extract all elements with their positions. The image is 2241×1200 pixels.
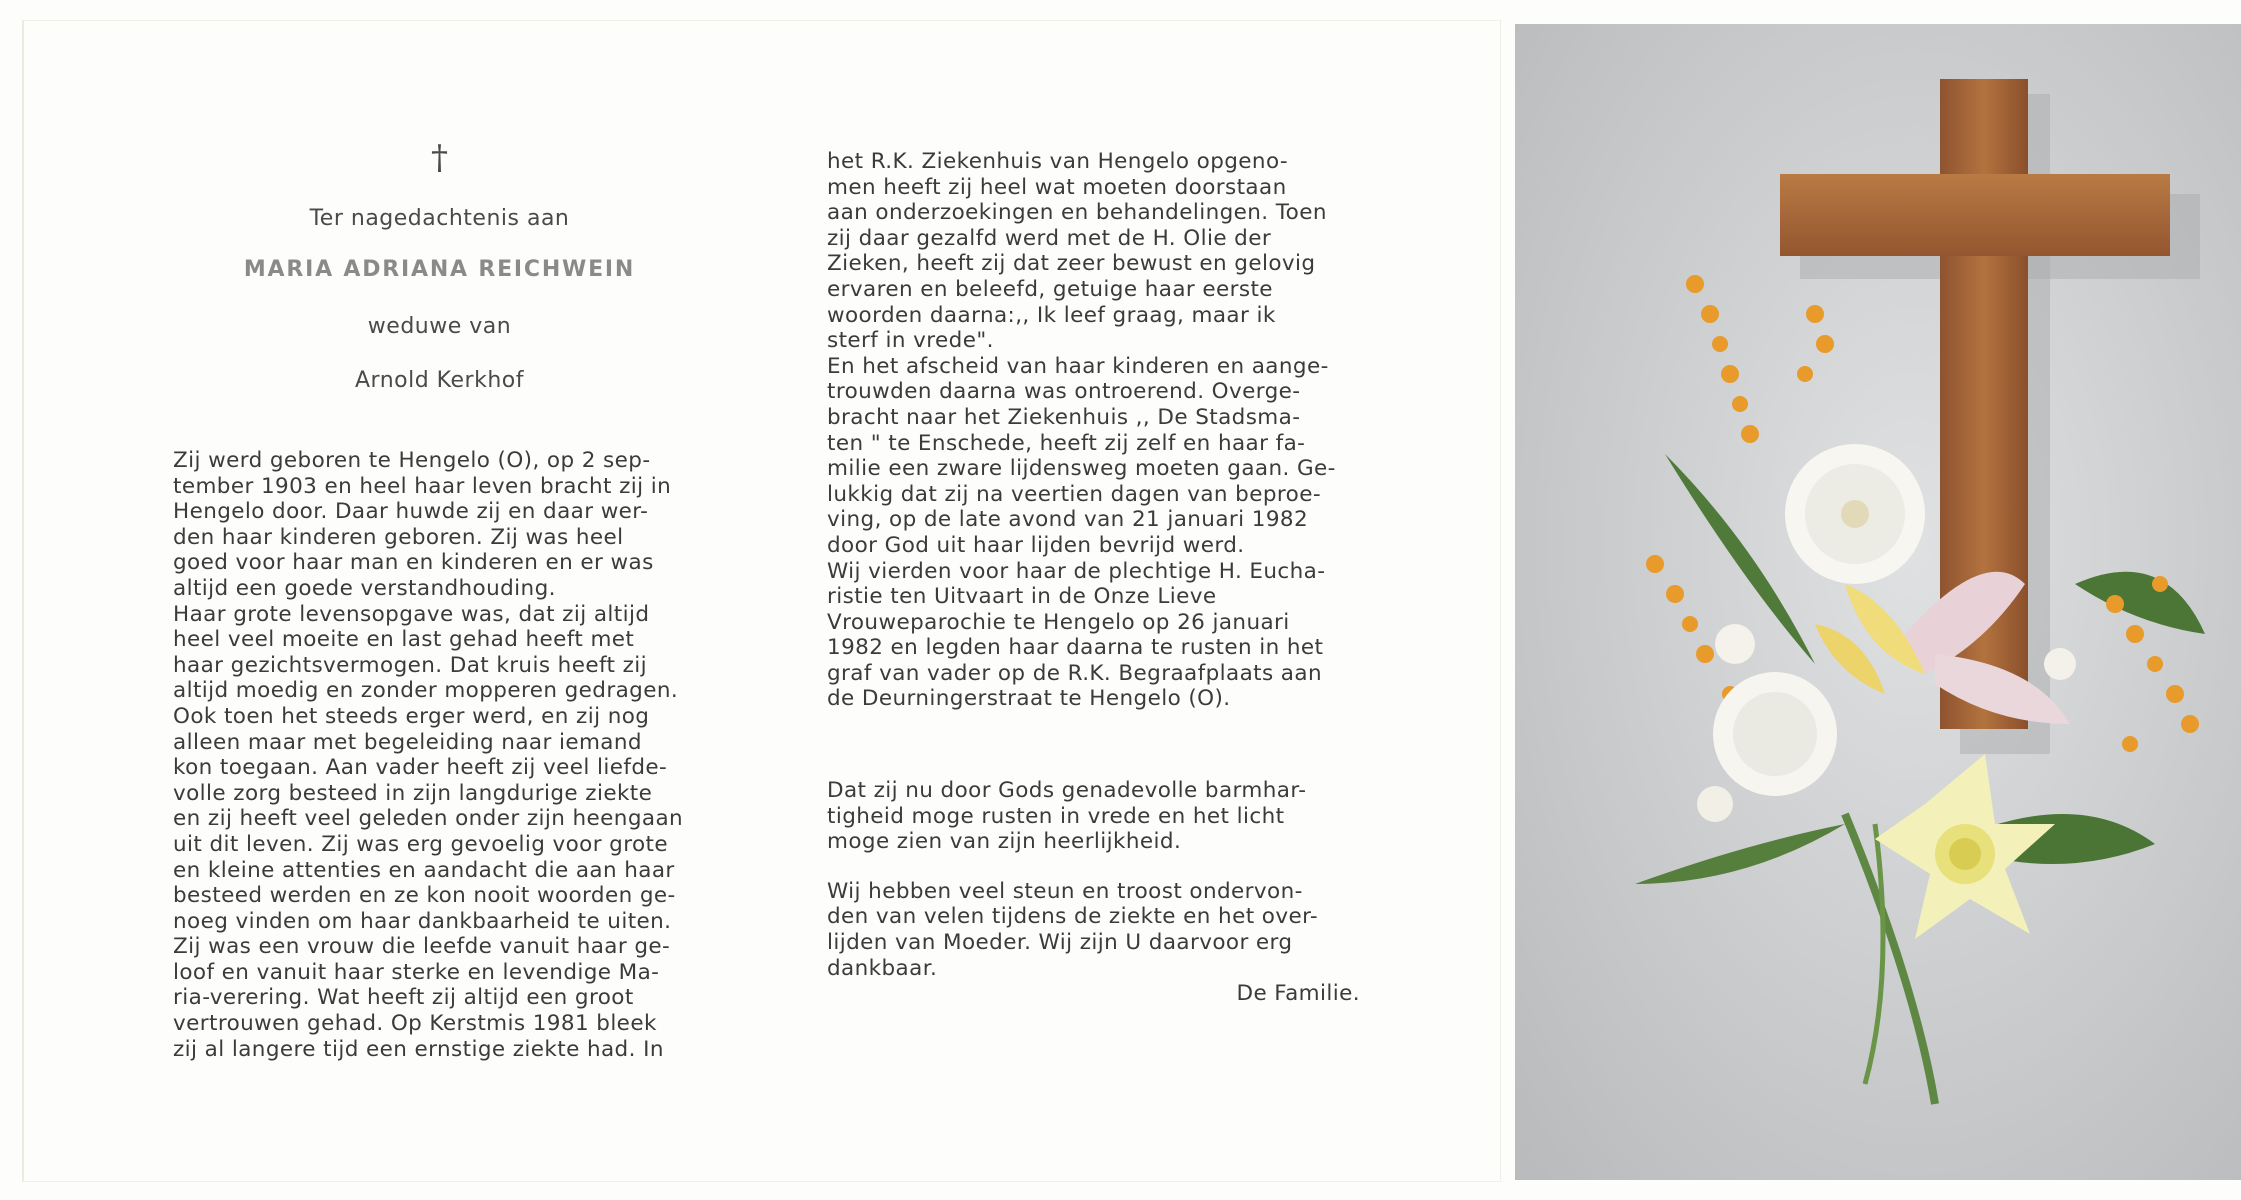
text-line: tember 1903 en heel haar leven bracht zij in: [173, 473, 672, 499]
husband-name: Arnold Kerkhof: [355, 368, 524, 393]
text-line: sterf in vrede".: [827, 328, 994, 354]
text-line: Zij werd geboren te Hengelo (O), op 2 sep-: [173, 448, 651, 473]
text-line: zij daar gezalfd werd met de H. Olie der: [827, 225, 1272, 251]
text-line: en kleine attenties en aandacht die aan haar: [173, 857, 675, 883]
text-line: goed voor haar man en kinderen en er was: [173, 550, 654, 576]
cross-with-flowers-icon: [1515, 24, 2241, 1180]
text-line: Wij vierden voor haar de plechtige H. Eucha-: [827, 558, 1326, 584]
cross-symbol: †: [431, 138, 448, 178]
family-signature: De Familie.: [1236, 981, 1360, 1007]
text-line: altijd moedig en zonder mopperen gedragen.: [173, 678, 679, 704]
text-line: volle zorg besteed in zijn langdurige ziekte: [173, 780, 653, 806]
text-line: den haar kinderen geboren. Zij was heel: [173, 524, 624, 550]
text-line: uit dit leven. Zij was erg gevoelig voor grote: [173, 831, 669, 857]
text-line: Wij hebben veel steun en troost ondervon-: [827, 878, 1303, 904]
text-line: zij al langere tijd een ernstige ziekte had. In: [173, 1036, 664, 1062]
text-line: den van velen tijdens de ziekte en het over-: [827, 904, 1319, 930]
text-line: alleen maar met begeleiding naar iemand: [173, 729, 642, 755]
text-line: door God uit haar lijden bevrijd werd.: [827, 532, 1245, 558]
text-line: woorden daarna:,, Ik leef graag, maar ik: [827, 302, 1276, 328]
text-line: noeg vinden om haar dankbaarheid te uiten.: [173, 908, 672, 934]
text-line: trouwden daarna was ontroerend. Overge-: [827, 379, 1301, 405]
text-line: ten " te Enschede, heeft zij zelf en haar fa-: [827, 430, 1306, 456]
text-line: Dat zij nu door Gods genadevolle barmhar-: [827, 778, 1307, 804]
text-line: bracht naar het Ziekenhuis ,, De Stadsma-: [827, 404, 1301, 430]
text-line: milie een zware lijdensweg moeten gaan. Ge-: [827, 456, 1336, 482]
card-fold-line: [1500, 20, 1501, 1180]
text-line: vertrouwen gehad. Op Kerstmis 1981 bleek: [173, 1011, 657, 1037]
text-line: aan onderzoekingen en behandelingen. Toen: [827, 200, 1327, 226]
text-line: moge zien van zijn heerlijkheid.: [827, 829, 1182, 855]
biography-column-1: [173, 448, 706, 1062]
text-line: besteed werden en ze kon nooit woorden ge-: [173, 883, 676, 909]
text-line: 1982 en legden haar daarna te rusten in het: [827, 635, 1324, 661]
cross-horizontal-beam: [1780, 174, 2170, 256]
text-line: ria-verering. Wat heeft zij altijd een groot: [173, 985, 634, 1011]
text-line: ving, op de late avond van 21 januari 1982: [827, 507, 1309, 533]
text-line: lukkig dat zij na veertien dagen van beproe-: [827, 481, 1322, 507]
text-line: En het afscheid van haar kinderen en aange-: [827, 353, 1329, 379]
memorial-intro: Ter nagedachtenis aan: [309, 206, 570, 231]
cross-with-flowers-illustration: [1515, 24, 2241, 1180]
text-line: Hengelo door. Daar huwde zij en daar wer-: [173, 499, 649, 525]
text-line: Vrouweparochie te Hengelo op 26 januari: [827, 609, 1290, 635]
text-line: heel veel moeite en last gehad heeft met: [173, 627, 635, 653]
biography-column-2: [827, 149, 1360, 1007]
deceased-name: MARIA ADRIANA REICHWEIN: [243, 257, 636, 282]
text-line: dankbaar.: [827, 955, 938, 981]
text-line: Ook toen het steeds erger werd, en zij nog: [173, 703, 650, 729]
text-line: Zij was een vrouw die leefde vanuit haar ge-: [173, 934, 671, 960]
text-line: Zieken, heeft zij dat zeer bewust en gelovig: [827, 251, 1316, 277]
widow-of-label: weduwe van: [367, 314, 512, 339]
paragraph-prayer: [827, 778, 1360, 855]
text-line: haar gezichtsvermogen. Dat kruis heeft zij: [173, 652, 648, 678]
text-line: het R.K. Ziekenhuis van Hengelo opgeno-: [827, 149, 1289, 174]
text-line: ervaren en beleefd, getuige haar eerste: [827, 276, 1273, 302]
text-line: kon toegaan. Aan vader heeft zij veel liefde-: [173, 755, 668, 781]
text-line: Haar grote levensopgave was, dat zij altijd: [173, 601, 650, 627]
paragraph-illness-and-funeral: [827, 149, 1360, 712]
text-line: tigheid moge rusten in vrede en het licht: [827, 803, 1285, 829]
text-line: men heeft zij heel wat moeten doorstaan: [827, 174, 1287, 200]
text-line: altijd een goede verstandhouding.: [173, 575, 556, 601]
text-line: de Deurningerstraat te Hengelo (O).: [827, 686, 1231, 712]
text-line: lijden van Moeder. Wij zijn U daarvoor erg: [827, 930, 1293, 956]
text-line: graf van vader op de R.K. Begraafplaats aan: [827, 660, 1322, 686]
text-line: loof en vanuit haar sterke en levendige Ma-: [173, 959, 660, 985]
paragraph-thanks: [827, 879, 1360, 981]
text-line: ristie ten Uitvaart in de Onze Lieve: [827, 584, 1217, 610]
text-line: en zij heeft veel geleden onder zijn heengaan: [173, 806, 684, 832]
